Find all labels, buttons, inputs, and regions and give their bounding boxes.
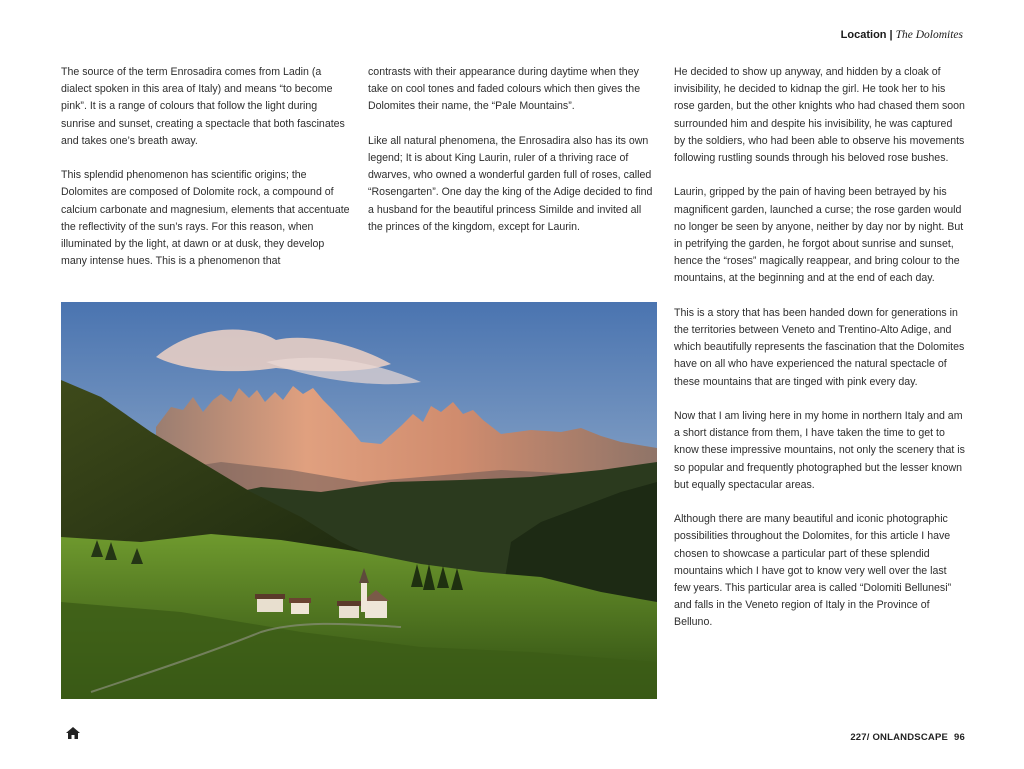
page-number: 96 <box>954 732 965 743</box>
paragraph: Laurin, gripped by the pain of having been betrayed by his magnificent garden, launched a curse; the rose garden would no longer be seen by anyone, neither by day nor by night. But in petrifying the garden, he forgot about sunrise and sunset, hence the “roses” magically reappear, and bring colour to the mountains, at the beginning and at the end of each day. <box>674 186 964 285</box>
paragraph: This is a story that has been handed down for generations in the territories between Veneto and Trentino-Alto Adige, and which beautifully represents the fascination that the Dolomites have on all who have experienced the natural spectacle of these mountains that are tinged with pink every day. <box>674 306 965 388</box>
page-footer <box>850 732 965 743</box>
dolomites-landscape-photo <box>61 302 657 699</box>
header-separator: | <box>889 29 893 41</box>
paragraph: Like all natural phenomena, the Enrosadira also has its own legend; It is about King Laurin, ruler of a thriving race of dwarves, who owned a wonderful garden full of roses, called “Rosengarten”. One day the king of the Adige decided to find a husband for the beautiful princess Similde and invited all the princes of the kingdom, except for Laurin. <box>368 134 653 233</box>
text-column-2 <box>368 64 658 236</box>
paragraph: Although there are many beautiful and iconic photographic possibilities throughout the Dolomites, for this article I have chosen to showcase a particular part of these splendid mountains which I have got to know very well over the last few years. This particular area is called “Dolomiti Bellunesi” and falls in the Veneto region of Italy in the Province of Belluno. <box>674 513 952 629</box>
footer-issue: 227/ ONLANDSCAPE <box>850 732 949 743</box>
paragraph: This splendid phenomenon has scientific origins; the Dolomites are composed of Dolomite rock, a compound of calcium carbonate and magnesium, elements that accentuate the reflectivity of the sun’s rays. For this reason, when illuminated by the light, at dawn or at dusk, they develop many intense hues. This is a phenomenon that <box>61 169 350 268</box>
header-label: Location <box>840 29 887 41</box>
paragraph: contrasts with their appearance during daytime when they take on cool tones and faded colours which then gives the Dolomites their name, the “Pale Mountains”. <box>368 66 641 113</box>
text-column-1 <box>61 64 352 270</box>
paragraph: Now that I am living here in my home in northern Italy and am a short distance from them, I have taken the time to get to know these impressive mountains, not only the scenery that is so popular and frequently photographed but the lesser known but equally spectacular areas. <box>674 410 965 491</box>
text-column-3 <box>674 64 966 632</box>
paragraph: The source of the term Enrosadira comes from Ladin (a dialect spoken in this area of Italy) and means “to become pink”. It is a range of colours that follow the light during sunrise and sunset, creating a spectacle that both fascinates and takes one’s breath away. <box>61 66 345 147</box>
home-icon[interactable] <box>66 727 80 739</box>
paragraph: He decided to show up anyway, and hidden by a cloak of invisibility, he decided to kidnap the girl. He took her to his rose garden, but the other knights who had chased them soon surrounded him and despite his invisibility, he was captured by the soldiers, who had been able to observe his movements following rustling sounds through his beloved rose bushes. <box>674 66 965 165</box>
header-topic: The Dolomites <box>895 29 963 41</box>
section-header <box>841 29 963 41</box>
